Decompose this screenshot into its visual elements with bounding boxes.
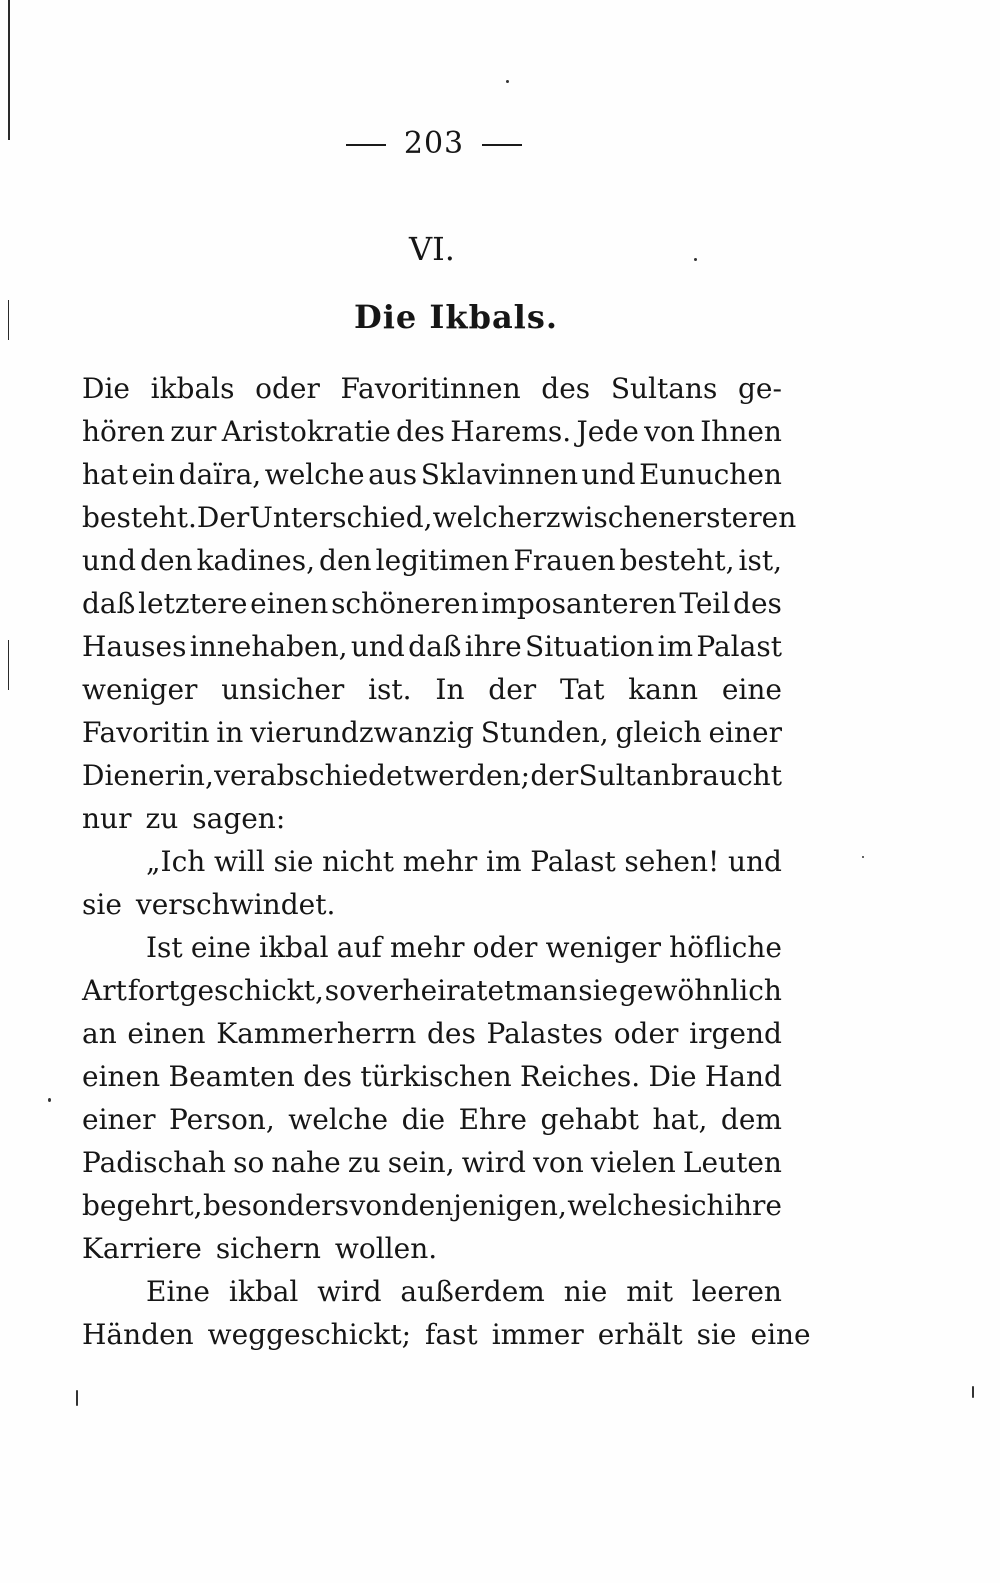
paper-speck: [76, 1390, 78, 1406]
page-edge-line: [8, 0, 10, 140]
text-line: besteht. Der Unterschied, welcher zwischen ersteren: [82, 501, 797, 534]
text-line: Händen weggeschickt; fast immer erhält sie eine: [82, 1318, 811, 1351]
page-number-line: [0, 126, 934, 161]
text-line: Favoritin in vierundzwanzig Stunden, gleich einer: [82, 716, 782, 749]
text-line: Die ikbals oder Favoritinnen des Sultans ge-: [82, 372, 782, 405]
page-number: 203: [403, 126, 465, 161]
text-line: einer Person, welche die Ehre gehabt hat, dem: [82, 1103, 782, 1136]
text-line: Eine ikbal wird außerdem nie mit leeren: [146, 1275, 782, 1308]
text-line: Hauses innehaben, und daß ihre Situation im Palast: [82, 630, 782, 663]
paragraph: [82, 1270, 811, 1356]
text-line: sie verschwindet.: [82, 888, 336, 921]
text-line: weniger unsicher ist. In der Tat kann eine: [82, 673, 782, 706]
paragraph: [82, 926, 782, 1270]
page-number-dash: [482, 144, 522, 146]
text-line: Art fortgeschickt, so verheiratet man sie gewöhnlich: [82, 974, 782, 1007]
text-line: Karriere sichern wollen.: [82, 1232, 438, 1265]
text-line: „Ich will sie nicht mehr im Palast sehen! und: [146, 845, 782, 878]
text-line: Ist eine ikbal auf mehr oder weniger höfliche: [146, 931, 782, 964]
paragraph: [82, 840, 782, 926]
chapter-title: Die Ikbals.: [354, 298, 558, 336]
paper-speck: [862, 856, 864, 858]
body-text: [82, 367, 811, 1356]
text-line: und den kadines, den legitimen Frauen besteht, ist,: [82, 544, 782, 577]
text-line: hören zur Aristokratie des Harems. Jede von Ihnen: [82, 415, 782, 448]
text-line: nur zu sagen:: [82, 802, 286, 835]
paper-speck: [48, 1098, 51, 1102]
paragraph: [82, 367, 797, 840]
paper-speck: [972, 1386, 974, 1398]
page-number-dash: [346, 144, 386, 146]
chapter-numeral: VI.: [409, 230, 455, 268]
text-line: begehrt, besonders von denjenigen, welche sich ihre: [82, 1189, 782, 1222]
text-line: hat ein daïra, welche aus Sklavinnen und Eunuchen: [82, 458, 782, 491]
text-line: einen Beamten des türkischen Reiches. Die Hand: [82, 1060, 782, 1093]
text-line: Padischah so nahe zu sein, wird von vielen Leuten: [82, 1146, 782, 1179]
page-edge-line: [8, 640, 9, 690]
text-line: Dienerin, verabschiedet werden; der Sultan braucht: [82, 759, 782, 792]
paper-speck: [506, 80, 509, 83]
text-line: an einen Kammerherrn des Palastes oder irgend: [82, 1017, 782, 1050]
text-line: daß letztere einen schöneren imposanteren Teil des: [82, 587, 782, 620]
